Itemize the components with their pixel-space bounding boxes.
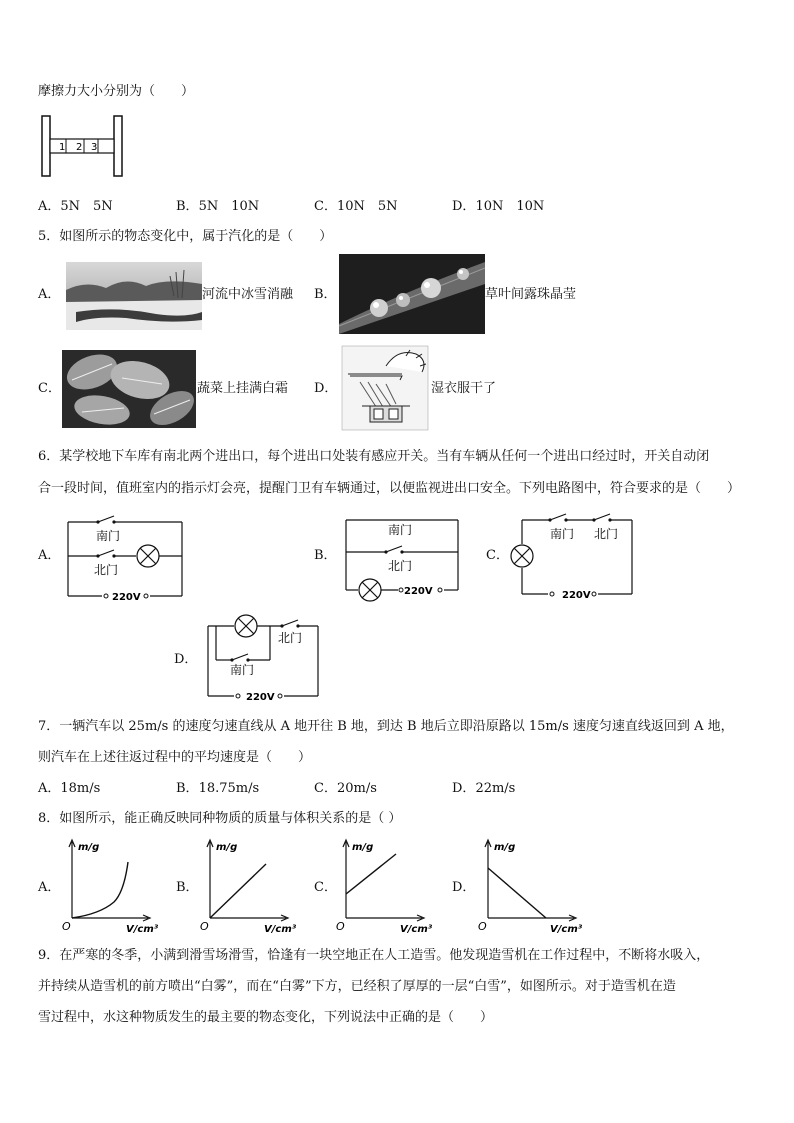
block-label-3: 3 [91, 142, 98, 153]
circuit-a [62, 512, 192, 604]
graph-a-x-label: V/cm³ [126, 924, 159, 935]
circuit-c-voltage: 220V [562, 590, 591, 601]
q7-stem-line2: 则汽车在上述往返过程中的平均速度是（ ） [38, 750, 312, 765]
graph-b-y-label: m/g [216, 842, 238, 853]
circuit-d-north-label: 北门 [278, 631, 303, 645]
q9-stem-line2: 并持续从造雪机的前方喷出“白雾”，而在“白雾”下方，已经积了厚厚的一层“白雪”，如图所示。对于造雪机在造 [38, 979, 676, 994]
q6-option-c-letter: C． [486, 548, 509, 563]
graph-d-x-label: V/cm³ [550, 924, 583, 935]
circuit-c-south-label: 南门 [550, 527, 575, 541]
q7-option-d: D．22m/s [452, 781, 516, 796]
q5-option-a-letter: A． [38, 287, 61, 302]
q8-stem: 8．如图所示，能正确反映同种物质的质量与体积关系的是（ ） [38, 811, 402, 826]
graph-d [476, 838, 586, 934]
dew-leaf-photo [339, 254, 485, 334]
circuit-c [510, 512, 638, 604]
graph-d-origin: O [478, 920, 487, 933]
circuit-d-south-label: 南门 [230, 663, 255, 677]
q5-option-c-letter: C． [38, 381, 61, 396]
circuit-a-north-label: 北门 [94, 563, 119, 577]
circuit-b [340, 512, 468, 604]
circuit-d [202, 612, 324, 704]
q6-option-d-letter: D． [174, 652, 198, 667]
q6-stem-line2: 合一段时间，值班室内的指示灯会亮，提醒门卫有车辆通过，以便监视进出口安全。下列电路图中，符合要求的是（ ） [38, 481, 741, 496]
frost-leaves-photo [62, 350, 196, 428]
river-ice-photo [66, 262, 202, 330]
graph-b [198, 838, 298, 934]
q8-option-b-letter: B． [176, 880, 199, 895]
q5-option-b-caption: 草叶间露珠晶莹 [485, 287, 577, 302]
circuit-c-north-label: 北门 [594, 527, 619, 541]
q7-option-b: B．18.75m/s [176, 781, 260, 796]
q4-option-d: D．10N 10N [452, 199, 545, 214]
graph-a-origin: O [62, 920, 71, 933]
q8-option-a-letter: A． [38, 880, 61, 895]
q4-option-a: A．5N 5N [38, 199, 113, 214]
graph-d-y-label: m/g [494, 842, 516, 853]
circuit-a-voltage: 220V [112, 592, 141, 603]
q5-option-d-letter: D． [314, 381, 338, 396]
graph-b-x-label: V/cm³ [264, 924, 297, 935]
circuit-b-north-label: 北门 [388, 559, 413, 573]
drying-clothes-figure [342, 346, 428, 430]
graph-a [60, 838, 160, 934]
q5-option-a-caption: 河流中冰雪消融 [202, 287, 294, 302]
graph-c [334, 838, 434, 934]
q5-option-d-caption: 湿衣服干了 [431, 381, 497, 396]
q8-option-c-letter: C． [314, 880, 337, 895]
q5-stem: 5．如图所示的物态变化中，属于汽化的是（ ） [38, 229, 333, 244]
graph-c-origin: O [336, 920, 345, 933]
q4-option-c: C．10N 5N [314, 199, 398, 214]
graph-c-y-label: m/g [352, 842, 374, 853]
q9-stem-line3: 雪过程中，水这种物质发生的最主要的物态变化，下列说法中正确的是（ ） [38, 1010, 494, 1025]
q7-option-c: C．20m/s [314, 781, 377, 796]
q9-stem-line1: 9．在严寒的冬季，小满到滑雪场滑雪，恰逢有一块空地正在人工造雪。他发现造雪机在工作过程中，不断将水吸入， [38, 948, 710, 963]
circuit-a-south-label: 南门 [96, 529, 121, 543]
q7-stem-line1: 7．一辆汽车以 25m/s 的速度匀速直线从 A 地开往 B 地，到达 B 地后立即沿原路以 15m/s 速度匀速直线返回到 A 地， [38, 719, 734, 734]
graph-c-x-label: V/cm³ [400, 924, 433, 935]
q4-stem-tail: 摩擦力大小分别为（ ） [38, 84, 195, 99]
q8-option-d-letter: D． [452, 880, 476, 895]
circuit-b-south-label: 南门 [388, 523, 413, 537]
q4-option-b: B．5N 10N [176, 199, 260, 214]
q5-option-c-caption: 蔬菜上挂满白霜 [197, 381, 289, 396]
graph-b-origin: O [200, 920, 209, 933]
q6-option-a-letter: A． [38, 548, 61, 563]
graph-a-y-label: m/g [78, 842, 100, 853]
block-label-1: 1 [59, 142, 66, 153]
q5-option-b-letter: B． [314, 287, 337, 302]
circuit-b-voltage: 220V [404, 586, 433, 597]
q6-option-b-letter: B． [314, 548, 337, 563]
q7-option-a: A．18m/s [38, 781, 101, 796]
circuit-d-voltage: 220V [246, 692, 275, 703]
block-label-2: 2 [76, 142, 83, 153]
q6-stem-line1: 6．某学校地下车库有南北两个进出口，每个进出口处装有感应开关。当有车辆从任何一个进出口经过时，开关自动闭 [38, 449, 710, 464]
q4-blocks-figure [40, 114, 124, 180]
